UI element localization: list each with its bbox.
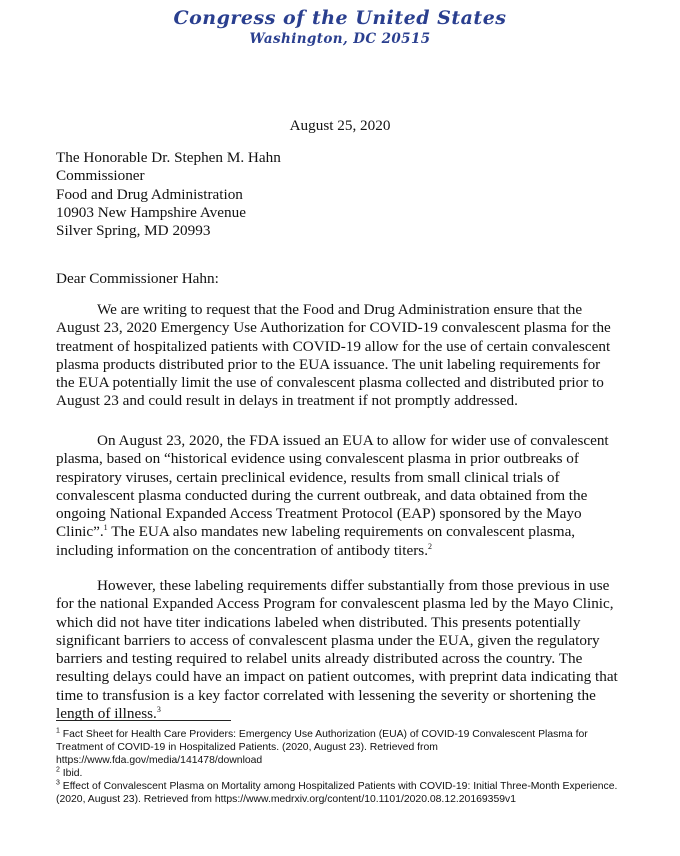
footnotes (56, 728, 626, 807)
address-line: Silver Spring, MD 20993 (56, 222, 211, 240)
footnote-number: 1 (56, 727, 60, 735)
body-paragraph-3 (56, 577, 618, 723)
footnote-number: 2 (56, 766, 60, 774)
footnote-text: Fact Sheet for Health Care Providers: Emergency Use Authorization (EUA) of COVID-19 Convalescent Plasma for Treatment of COVID-19 in Hospitalized Patients. (2020, August 23). Retrieved from https://www.fda.gov/media/141478/download (56, 729, 588, 767)
salutation: Dear Commissioner Hahn: (56, 270, 219, 287)
footnote-ref: 3 (156, 705, 161, 715)
address-line: The Honorable Dr. Stephen M. Hahn (56, 149, 281, 166)
paragraph-text: On August 23, 2020, the FDA issued an EUA to allow for wider use of convalescent plasma, based on “historical evidence using convalescent plasma in prior outbreaks of respiratory viruses, certain preclinical evidence, results from small clinical trials of convalescent plasma conducted during the current outbreak, and data obtained from the ongoing National Expanded Access Treatment Protocol (EAP) sponsored by the Mayo Clinic”. (56, 432, 609, 541)
body-paragraph-2 (56, 432, 618, 560)
letterhead (0, 6, 680, 48)
footnote-divider (56, 720, 231, 721)
footnote-number: 3 (56, 779, 60, 787)
letterhead-subtitle: Washington, DC 20515 (249, 31, 431, 47)
letter-date: August 25, 2020 (289, 117, 391, 134)
footnote-ref: 2 (428, 541, 433, 551)
recipient-address (56, 149, 281, 240)
address-line: 10903 New Hampshire Avenue (56, 203, 246, 221)
paragraph-text: However, these labeling requirements differ substantially from those previous in use for the national Expanded Access Program for convalescent plasma led by the Mayo Clinic, which did not have titer indications labeled when distributed. This presents potentially significant barriers to access of convalescent plasma under the EUA, given the regulatory barriers and testing required to relabel units already distributed across the country. The resulting delays could have an impact on patient outcomes, with preprint data indicating that time to transfusion is a key factor correlated with lessening the severity or shortening the length of illness. (56, 577, 618, 723)
address-line: Food and Drug Administration (56, 185, 243, 203)
footnote-ref: 1 (103, 523, 108, 533)
footnote (56, 780, 626, 806)
address-line: Commissioner (56, 167, 145, 185)
paragraph-text: The EUA also mandates new labeling requirements on convalescent plasma, including information on the concentration of antibody titers. (56, 523, 576, 559)
body-paragraph-1: We are writing to request that the Food and Drug Administration ensure that the August 23, 2020 Emergency Use Authorization for COVID-19 convalescent plasma for the treatment of hospitalized patients with COVID-19 allow for the use of certain convalescent plasma products distributed prior to the EUA issuance. The unit labeling requirements for the EUA potentially limit the use of convalescent plasma collected and distributed prior to August 23 and could result in delays in treatment if not promptly addressed. (56, 301, 611, 410)
footnote (56, 767, 626, 780)
footnote (56, 728, 626, 767)
footnote-text: Ibid. (59, 768, 83, 780)
letterhead-title: Congress of the United States (173, 7, 507, 29)
footnote-text: Effect of Convalescent Plasma on Mortality among Hospitalized Patients with COVID-19: Initial Three-Month Experience. (2020, August 23). Retrieved from https://www.medrxiv.org/content/10.1101/2020.08.12.20169359v1 (56, 781, 618, 806)
